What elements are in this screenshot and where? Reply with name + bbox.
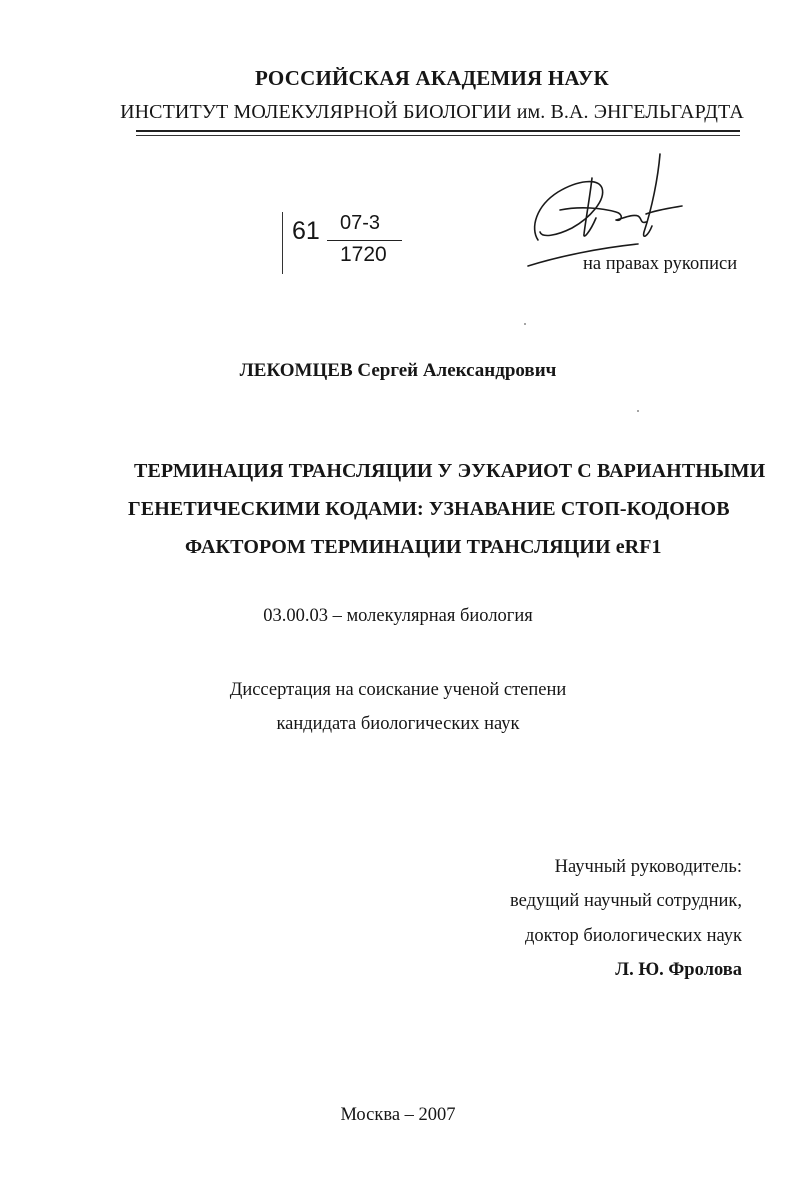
header-rule-thick — [136, 130, 740, 132]
specialty-code: 03.00.03 – молекулярная биология — [263, 606, 533, 626]
title-line-2: ГЕНЕТИЧЕСКИМИ КОДАМИ: УЗНАВАНИЕ СТОП-КОДОНОВ — [128, 498, 730, 520]
place-and-year: Москва – 2007 — [340, 1105, 456, 1125]
signature-loop-stroke — [535, 182, 603, 240]
supervisor-position: ведущий научный сотрудник, — [510, 891, 742, 911]
signature-cross-stroke — [560, 208, 646, 223]
catalog-code-numerator: 07-3 — [340, 212, 381, 234]
academy-name: РОССИЙСКАЯ АКАДЕМИЯ НАУК — [255, 66, 609, 90]
signature-tall-stroke — [644, 154, 660, 236]
scan-speck — [637, 410, 639, 412]
signature-downstroke — [584, 178, 596, 236]
supervisor-name: Л. Ю. Фролова — [615, 960, 742, 980]
institute-name: ИНСТИТУТ МОЛЕКУЛЯРНОЙ БИОЛОГИИ им. В.А. ЭНГЕЛЬГАРДТА — [120, 101, 744, 123]
thesis-line-1: Диссертация на соискание ученой степени — [229, 680, 567, 700]
catalog-code-bar — [282, 212, 283, 274]
title-line-1: ТЕРМИНАЦИЯ ТРАНСЛЯЦИИ У ЭУКАРИОТ С ВАРИАНТНЫМИ — [134, 460, 766, 482]
supervisor-degree: доктор биологических наук — [524, 926, 742, 946]
header-rule-thin — [136, 135, 740, 136]
rights-note: на правах рукописи — [583, 254, 738, 274]
author-name: ЛЕКОМЦЕВ Сергей Александрович — [239, 360, 557, 381]
supervisor-label: Научный руководитель: — [554, 857, 742, 877]
scan-speck — [524, 323, 526, 325]
title-line-3: ФАКТОРОМ ТЕРМИНАЦИИ ТРАНСЛЯЦИИ eRF1 — [185, 536, 662, 558]
thesis-line-2: кандидата биологических наук — [276, 714, 520, 734]
catalog-code-fraction-line — [327, 240, 402, 241]
catalog-code-prefix: 61 — [292, 217, 320, 245]
catalog-code-denominator: 1720 — [340, 243, 387, 266]
